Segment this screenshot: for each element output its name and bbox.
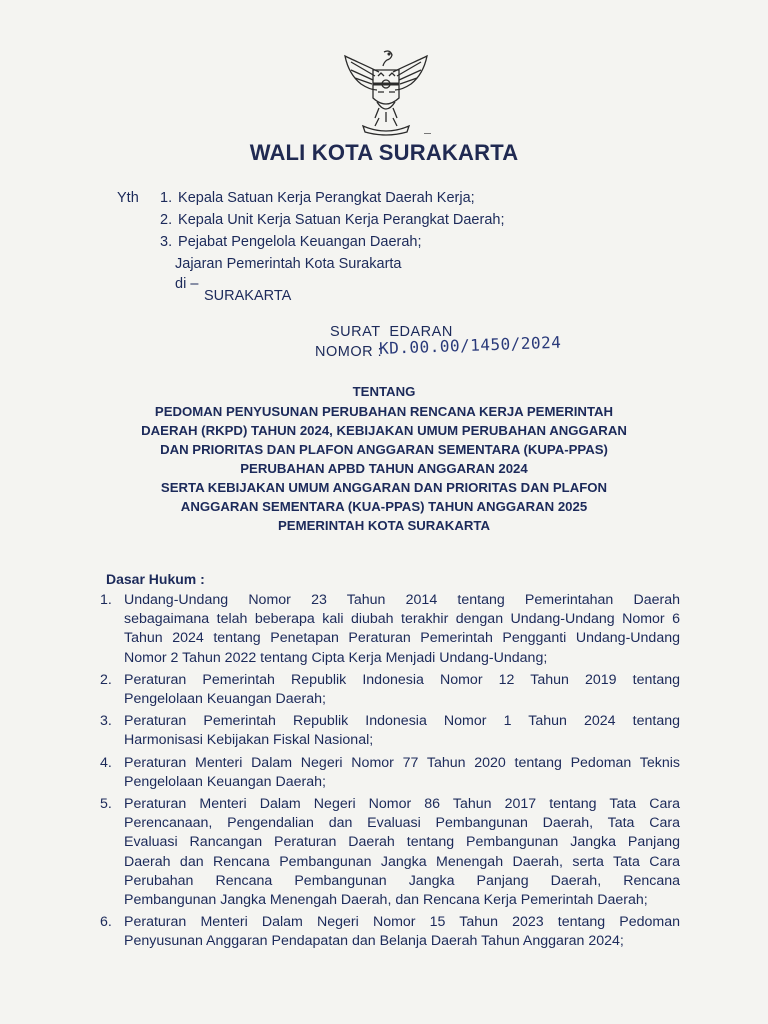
list-item-line: Penyusunan Anggaran Pendapatan dan Belanja Daerah Tahun Anggaran 2024;	[124, 933, 624, 950]
list-item-line: Pembangunan Jangka Menengah Daerah, dan Rencana Kerja Pemerintah Daerah;	[124, 892, 648, 909]
list-item-line: Peraturan Menteri Dalam Negeri Nomor 86 Tahun 2017 tentang Tata Cara	[124, 796, 680, 813]
addressee-city: SURAKARTA	[204, 288, 292, 304]
addressee-label: Yth	[117, 190, 139, 206]
list-item-line: Daerah dan Rencana Pembangunan Jangka Menengah Daerah, serta Tata Cara	[124, 853, 680, 870]
list-item-line: Perencanaan, Pengendalian dan Evaluasi Pembangunan Daerah, Tata Cara	[124, 815, 680, 832]
addressee-item-text: Kepala Unit Kerja Satuan Kerja Perangkat Daerah;	[178, 212, 505, 228]
list-item-number: 1.	[100, 592, 112, 608]
subject-line: PEMERINTAH KOTA SURAKARTA	[278, 518, 490, 533]
list-item-line: Harmonisasi Kebijakan Fiskal Nasional;	[124, 732, 374, 749]
subject-line: DAN PRIORITAS DAN PLAFON ANGGARAN SEMENTARA (KUPA-PPAS)	[160, 442, 608, 457]
list-item-line: Tahun 2024 tentang Penetapan Peraturan Pemerintah Pengganti Undang-Undang	[124, 630, 680, 647]
addressee-item-text: Kepala Satuan Kerja Perangkat Daerah Kerja;	[178, 190, 475, 206]
list-item-line: Peraturan Menteri Dalam Negeri Nomor 77 Tahun 2020 tentang Pedoman Teknis	[124, 754, 680, 771]
list-item	[100, 712, 680, 750]
addressee-item-number: 2.	[160, 212, 173, 228]
list-item-line: Pengelolaan Keuangan Daerah;	[124, 691, 326, 708]
list-item-line: Perubahan Rencana Pembangunan Jangka Panjang Daerah, Rencana	[124, 872, 680, 889]
addressee-item	[160, 212, 504, 228]
list-item-line: Undang-Undang Nomor 23 Tahun 2014 tentang Pemerintahan Daerah	[124, 592, 680, 608]
addressee-di: di –	[175, 276, 199, 292]
list-item	[100, 754, 680, 792]
subject-line: SERTA KEBIJAKAN UMUM ANGGARAN DAN PRIORITAS DAN PLAFON	[160, 480, 608, 495]
subject-line: DAERAH (RKPD) TAHUN 2024, KEBIJAKAN UMUM PERUBAHAN ANGGARAN	[141, 423, 627, 438]
subject-line: PEDOMAN PENYUSUNAN PERUBAHAN RENCANA KERJA PEMERINTAH	[154, 404, 614, 419]
list-item-line: Peraturan Pemerintah Republik Indonesia Nomor 12 Tahun 2019 tentang	[124, 671, 680, 688]
list-item	[100, 913, 680, 951]
list-item-number: 5.	[100, 796, 112, 813]
list-item-line: Evaluasi Rancangan Peraturan Daerah tentang Pembangunan Jangka Panjang	[124, 834, 680, 851]
scan-mark	[424, 133, 431, 134]
list-item-number: 6.	[100, 914, 112, 931]
addressee-item	[160, 190, 475, 206]
list-item-line: Pengelolaan Keuangan Daerah;	[124, 773, 326, 790]
list-item-line: sebagaimana telah beberapa kali diubah terakhir dengan Undang-Undang Nomor 6	[124, 611, 680, 628]
list-item	[100, 795, 680, 910]
legal-basis-heading: Dasar Hukum :	[106, 571, 205, 587]
letter-number-handwritten: KD.00.00/1450/2024	[378, 332, 562, 358]
list-item-number: 4.	[100, 754, 112, 771]
subject-line: ANGGARAN SEMENTARA (KUA-PPAS) TAHUN ANGGARAN 2025	[180, 499, 588, 514]
list-item	[100, 671, 680, 709]
subject-heading: TENTANG	[352, 384, 416, 399]
subject-line: PERUBAHAN APBD TAHUN ANGGARAN 2024	[240, 461, 528, 476]
letter-type: SURAT EDARAN	[330, 324, 453, 340]
addressee-line: Jajaran Pemerintah Kota Surakarta	[175, 256, 402, 272]
addressee-item-number: 3.	[160, 234, 173, 250]
list-item	[100, 591, 680, 668]
addressee-item-number: 1.	[160, 190, 173, 206]
letter-number-label: NOMOR :	[315, 344, 383, 360]
list-item-line: Peraturan Menteri Dalam Negeri Nomor 15 Tahun 2023 tentang Pedoman	[124, 914, 680, 931]
addressee-item	[160, 234, 422, 250]
garuda-emblem-icon	[339, 46, 433, 138]
list-item-line: Nomor 2 Tahun 2022 tentang Cipta Kerja Menjadi Undang-Undang;	[124, 649, 548, 666]
list-item-number: 2.	[100, 671, 112, 688]
list-item-number: 3.	[100, 713, 112, 730]
addressee-item-text: Pejabat Pengelola Keuangan Daerah;	[178, 234, 422, 250]
list-item-line: Peraturan Pemerintah Republik Indonesia Nomor 1 Tahun 2024 tentang	[124, 713, 680, 730]
page-title: WALI KOTA SURAKARTA	[249, 140, 519, 165]
legal-basis-list	[100, 591, 680, 955]
